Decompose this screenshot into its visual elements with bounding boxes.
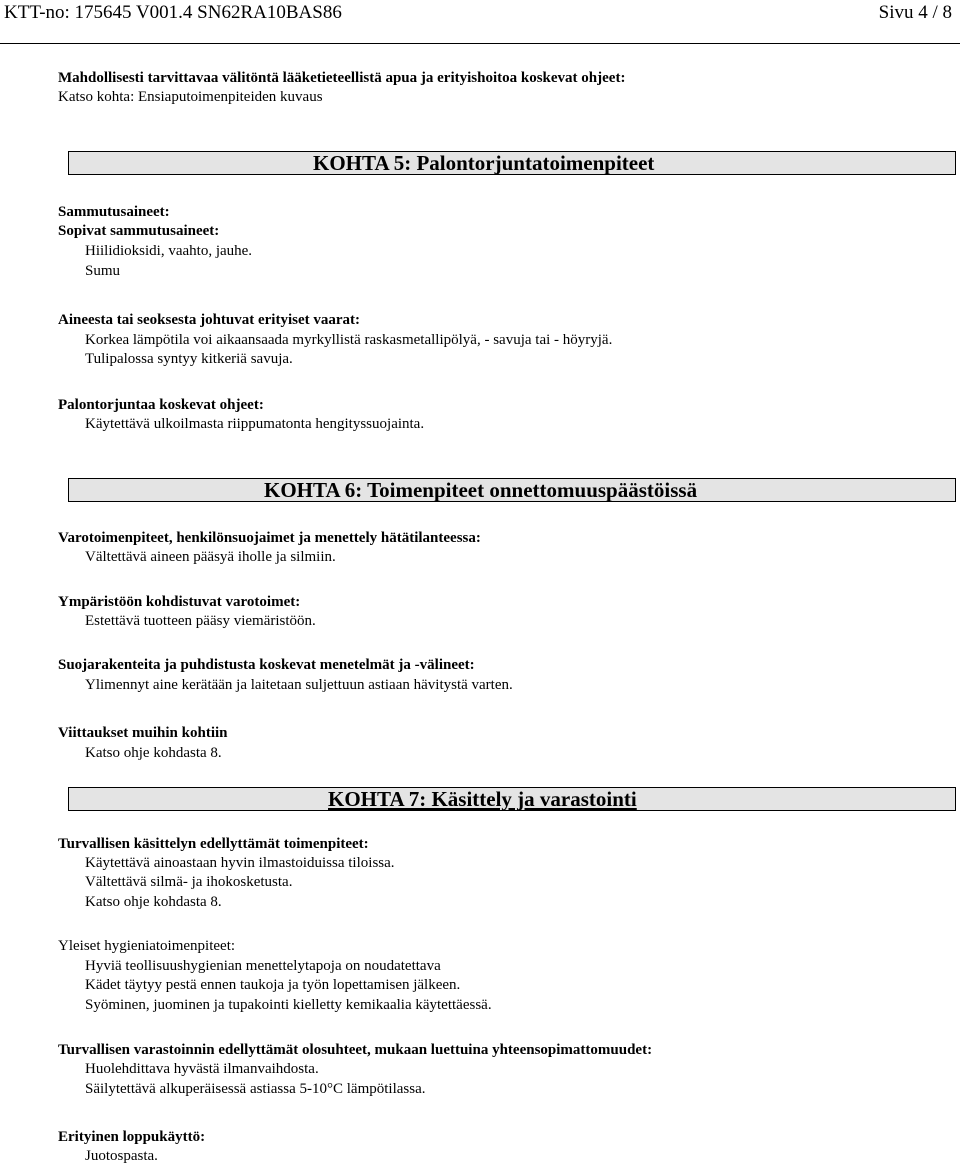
section-6-title: KOHTA 6: Toimenpiteet onnettomuuspäästöissä (264, 478, 698, 502)
header-divider (0, 43, 960, 44)
end-use-heading: Erityinen loppukäyttö: (58, 1129, 206, 1145)
firefighting-advice-heading: Palontorjuntaa koskevat ohjeet: (58, 397, 264, 413)
personal-precautions-heading: Varotoimenpiteet, henkilönsuojaimet ja menettely hätätilanteessa: (58, 530, 481, 546)
section-5-title: KOHTA 5: Palontorjuntatoimenpiteet (313, 151, 655, 175)
end-use-line: Juotospasta. (85, 1148, 158, 1164)
cleanup-methods-heading: Suojarakenteita ja puhdistusta koskevat menetelmät ja -välineet: (58, 657, 475, 673)
suitable-media-line: Hiilidioksidi, vaahto, jauhe. (85, 243, 253, 259)
special-hazards-line: Tulipalossa syntyy kitkeriä savuja. (85, 351, 293, 367)
hygiene-heading: Yleiset hygieniatoimenpiteet: (58, 938, 236, 954)
document-id: KTT-no: 175645 V001.4 SN62RA10BAS86 (4, 2, 342, 23)
references-heading: Viittaukset muihin kohtiin (58, 725, 228, 741)
intro-text: Katso kohta: Ensiaputoimenpiteiden kuvaus (58, 89, 323, 105)
references-line: Katso ohje kohdasta 8. (85, 745, 222, 761)
storage-conditions-line: Säilytettävä alkuperäisessä astiassa 5-10°C lämpötilassa. (85, 1081, 426, 1097)
cleanup-methods-line: Ylimennyt aine kerätään ja laitetaan suljettuun astiaan hävitystä varten. (85, 677, 513, 693)
firefighting-advice-line: Käytettävä ulkoilmasta riippumatonta hengityssuojainta. (85, 416, 425, 432)
personal-precautions-line: Vältettävä aineen pääsyä iholle ja silmiin. (85, 549, 336, 565)
environmental-precautions-line: Estettävä tuotteen pääsy viemäristöön. (85, 613, 316, 629)
safe-handling-heading: Turvallisen käsittelyn edellyttämät toimenpiteet: (58, 836, 369, 852)
storage-conditions-line: Huolehdittava hyvästä ilmanvaihdosta. (85, 1061, 319, 1077)
special-hazards-line: Korkea lämpötila voi aikaansaada myrkyllistä raskasmetallipölyä, - savuja tai - höyryjä. (85, 332, 613, 348)
page-number: Sivu 4 / 8 (878, 2, 952, 23)
safe-handling-line: Katso ohje kohdasta 8. (85, 894, 222, 910)
suitable-media-line: Sumu (85, 263, 121, 279)
hygiene-line: Hyviä teollisuushygienian menettelytapoja on noudatettava (85, 958, 441, 974)
intro-heading: Mahdollisesti tarvittavaa välitöntä lääketieteellistä apua ja erityishoitoa koskevat ohjeet: (58, 70, 626, 86)
safe-handling-line: Käytettävä ainoastaan hyvin ilmastoiduissa tiloissa. (85, 855, 395, 871)
environmental-precautions-heading: Ympäristöön kohdistuvat varotoimet: (58, 594, 301, 610)
storage-conditions-heading: Turvallisen varastoinnin edellyttämät olosuhteet, mukaan luettuina yhteensopimattomuudet: (58, 1042, 653, 1058)
special-hazards-heading: Aineesta tai seoksesta johtuvat erityiset vaarat: (58, 312, 361, 328)
hygiene-line: Syöminen, juominen ja tupakointi kielletty kemikaalia käytettäessä. (85, 997, 492, 1013)
safe-handling-line: Vältettävä silmä- ja ihokosketusta. (85, 874, 293, 890)
extinguishing-media-heading: Sammutusaineet: (58, 204, 170, 220)
hygiene-line: Kädet täytyy pestä ennen taukoja ja työn lopettamisen jälkeen. (85, 977, 461, 993)
suitable-media-heading: Sopivat sammutusaineet: (58, 223, 220, 239)
section-7-title: KOHTA 7: Käsittely ja varastointi (328, 787, 637, 811)
